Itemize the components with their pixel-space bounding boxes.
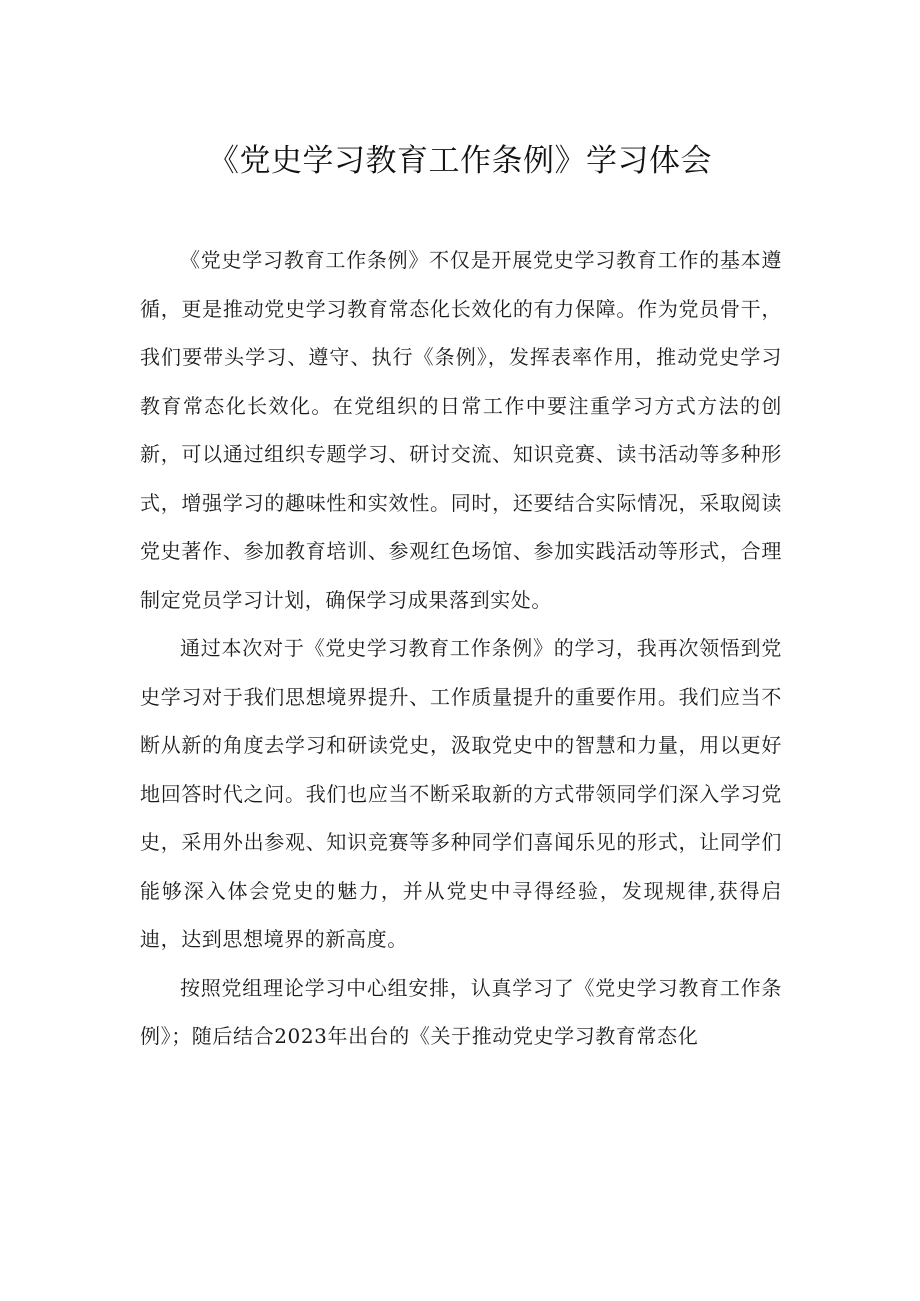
document-title: 《党史学习教育工作条例》学习体会 (208, 143, 712, 179)
document-body (140, 236, 782, 1061)
paragraph-2: 通过本次对于《党史学习教育工作条例》的学习，我再次领悟到党史学习对于我们思想境界提升、工作质量提升的重要作用。我们应当不断从新的角度去学习和研读党史，汲取党史中的智慧和力量，用以更好地回答时代之问。我们也应当不断采取新的方式带领同学们深入学习党史，采用外出参观、知识竞赛等多种同学们喜闻乐见的形式，让同学们能够深入体会党史的魅力，并从党史中寻得经验，发现规律,获得启迪，达到思想境界的新高度。 (140, 636, 782, 951)
paragraph-3: 按照党组理论学习中心组安排，认真学习了《党史学习教育工作条例》；随后结合2023年出台的《关于推动党史学习教育常态化 (140, 975, 782, 1048)
paragraph-1: 《党史学习教育工作条例》不仅是开展党史学习教育工作的基本遵循，更是推动党史学习教育常态化长效化的有力保障。作为党员骨干，我们要带头学习、遵守、执行《条例》，发挥表率作用，推动党史学习教育常态化长效化。在党组织的日常工作中要注重学习方式方法的创新，可以通过组织专题学习、研讨交流、知识竞赛、读书活动等多种形式，增强学习的趣味性和实效性。同时，还要结合实际情况，采取阅读党史著作、参加教育培训、参观红色场馆、参加实践活动等形式，合理制定党员学习计划，确保学习成果落到实处。 (140, 248, 782, 612)
